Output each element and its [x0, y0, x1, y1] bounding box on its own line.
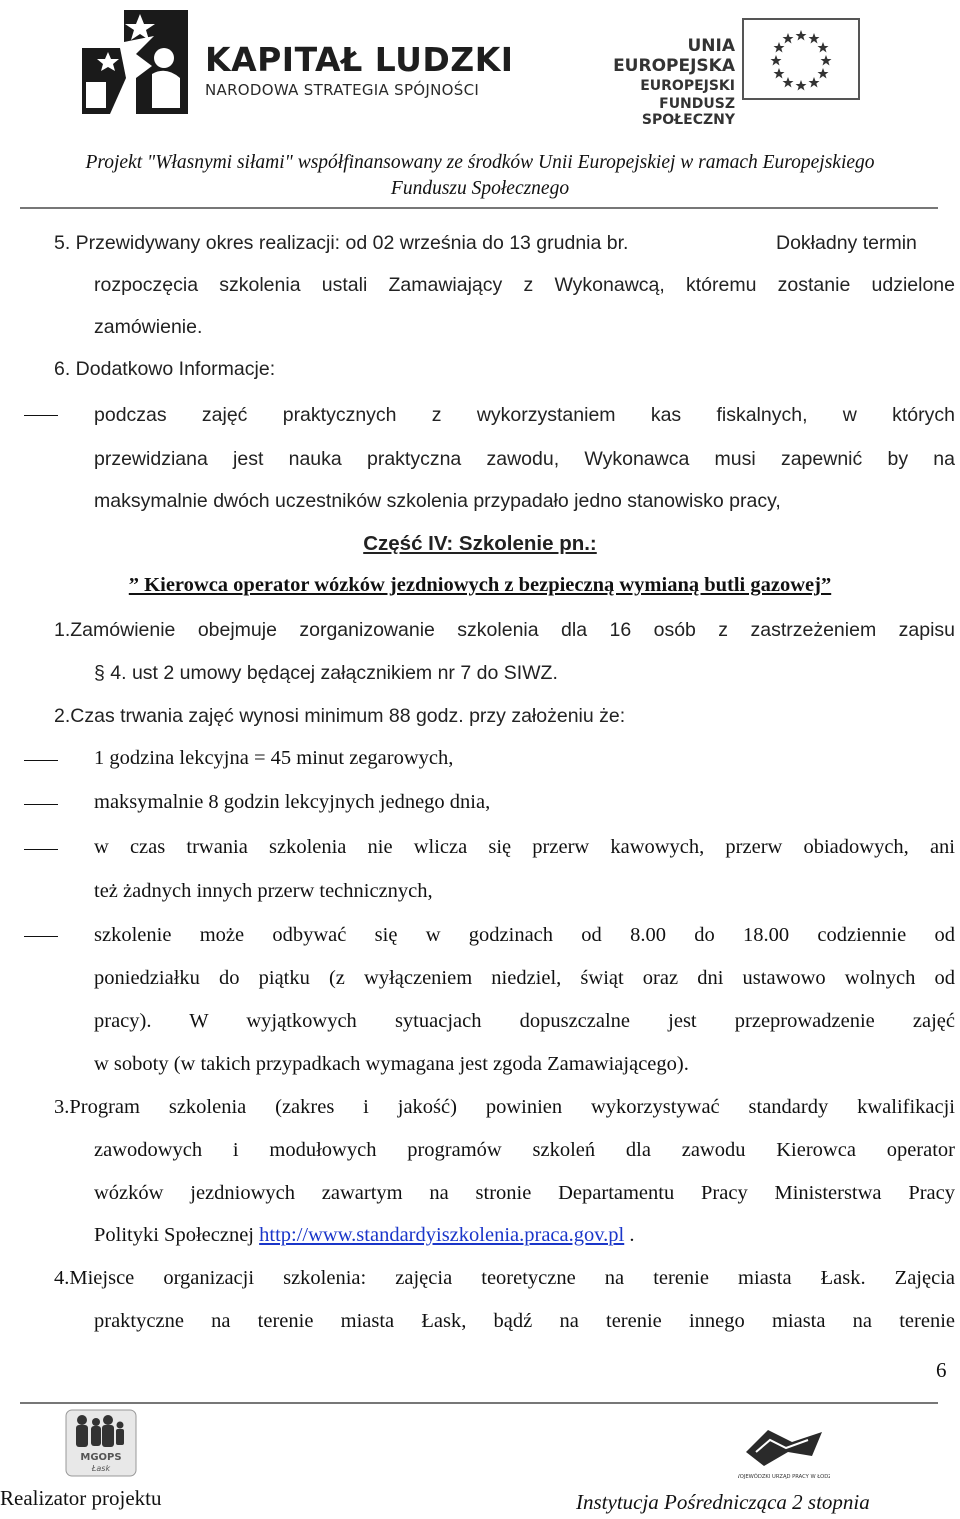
- project-line-1: Projekt "Własnymi siłami" współfinansowany ze środków Unii Europejskiej w ramach Europejskiego: [85, 152, 875, 173]
- mgops-label: MGOPS: [80, 1452, 122, 1463]
- part-heading: Część IV: Szkolenie pn.:: [363, 532, 597, 555]
- bullet-1-line-3: maksymalnie dwóch uczestników szkolenia przypadało jedno stanowisko pracy,: [94, 490, 781, 512]
- kapital-ludzki-wordmark: [205, 40, 514, 99]
- item-3-line-2: zawodowych i modułowych programów szkoleń dla zawodu Kierowca operator: [94, 1139, 955, 1161]
- eu-line-1: UNIA EUROPEJSKA: [613, 36, 735, 76]
- eu-line-3: FUNDUSZ SPOŁECZNY: [641, 96, 735, 128]
- footer-intermediate-institution: Instytucja Pośrednicząca 2 stopnia: [576, 1490, 870, 1514]
- eu-line-2: EUROPEJSKI: [640, 78, 735, 94]
- wup-logo: [738, 1422, 830, 1488]
- bullet-2-1: 1 godzina lekcyjna = 45 minut zegarowych,: [94, 747, 454, 769]
- standards-link[interactable]: http://www.standardyiszkolenia.praca.gov.pl: [259, 1224, 625, 1246]
- bullet-dash: [24, 936, 58, 937]
- kapital-ludzki-logo: [80, 8, 190, 116]
- part-title: ” Kierowca operator wózków jezdniowych z bezpieczną wymianą butli gazowej”: [128, 574, 832, 596]
- bullet-2-3-line-2: też żadnych innych przerw technicznych,: [94, 880, 433, 902]
- item-5-line-3: zamówienie.: [94, 316, 203, 338]
- item-3-line-4: [94, 1222, 634, 1248]
- bullet-2-4-line-3: pracy). W wyjątkowych sytuacjach dopuszczalne jest przeprowadzenie zajęć: [94, 1010, 955, 1032]
- mgops-city: Łask: [91, 1464, 111, 1473]
- bullet-2-4-line-2: poniedziałku do piątku (z wyłączeniem niedziel, świąt oraz dni ustawowo wolnych od: [94, 967, 955, 989]
- project-title: [0, 150, 960, 202]
- footer-divider: [20, 1402, 938, 1404]
- item-6-line-1: 6. Dodatkowo Informacje:: [54, 358, 276, 380]
- eu-wordmark: [565, 36, 735, 128]
- item-5-line-1b: Dokładny termin: [776, 232, 917, 254]
- kapital-ludzki-subtitle: NARODOWA STRATEGIA SPÓJNOŚCI: [205, 81, 480, 99]
- item-3-line-4-end: .: [624, 1224, 635, 1246]
- bullet-dash: [24, 415, 58, 416]
- bullet-dash: [24, 760, 58, 761]
- item-3-line-4-text: Polityki Społecznej: [94, 1224, 260, 1246]
- kapital-ludzki-title: KAPITAŁ LUDZKI: [205, 40, 514, 79]
- item-2-line-1: 2.Czas trwania zajęć wynosi minimum 88 godz. przy założeniu że:: [54, 705, 626, 727]
- item-5-line-1a: 5. Przewidywany okres realizacji: od 02 września do 13 grudnia br.: [54, 232, 629, 254]
- wup-label: WOJEWÓDZKI URZĄD PRACY W ŁODZI: [738, 1474, 830, 1480]
- project-line-2: Funduszu Społecznego: [390, 178, 570, 199]
- header-divider: [20, 207, 938, 209]
- bullet-dash: [24, 804, 58, 805]
- page-header: [0, 0, 960, 205]
- mgops-logo: [62, 1408, 140, 1478]
- item-1-line-2: § 4. ust 2 umowy będącej załącznikiem nr 7 do SIWZ.: [94, 662, 558, 684]
- page-number: 6: [936, 1358, 947, 1382]
- footer-implementer: Realizator projektu: [0, 1486, 162, 1510]
- item-3-line-3: wózków jezdniowych zawartym na stronie Departamentu Pracy Ministerstwa Pracy: [94, 1182, 955, 1204]
- item-4-line-1: 4.Miejsce organizacji szkolenia: zajęcia teoretyczne na terenie miasta Łask. Zajęcia: [54, 1267, 955, 1289]
- bullet-2-4-line-1: szkolenie może odbywać się w godzinach od 8.00 do 18.00 codziennie od: [94, 924, 955, 946]
- bullet-dash: [24, 849, 58, 850]
- item-5-line-2: rozpoczęcia szkolenia ustali Zamawiający z Wykonawcą, któremu zostanie udzielone: [94, 274, 955, 296]
- item-3-line-1: 3.Program szkolenia (zakres i jakość) powinien wykorzystywać standardy kwalifikacji: [54, 1096, 955, 1118]
- item-4-line-2: praktyczne na terenie miasta Łask, bądź na terenie innego miasta na terenie: [94, 1310, 955, 1332]
- eu-flag-icon: [742, 18, 860, 100]
- bullet-1-line-2: przewidziana jest nauka praktyczna zawodu, Wykonawca musi zapewnić by na: [94, 448, 955, 470]
- bullet-2-3-line-1: w czas trwania szkolenia nie wlicza się przerw kawowych, przerw obiadowych, ani: [94, 836, 955, 858]
- item-1-line-1: 1.Zamówienie obejmuje zorganizowanie szkolenia dla 16 osób z zastrzeżeniem zapisu: [54, 619, 955, 641]
- bullet-2-4-line-4: w soboty (w takich przypadkach wymagana jest zgoda Zamawiającego).: [94, 1053, 689, 1075]
- bullet-2-2: maksymalnie 8 godzin lekcyjnych jednego dnia,: [94, 791, 491, 813]
- bullet-1-line-1: podczas zajęć praktycznych z wykorzystaniem kas fiskalnych, w których: [94, 404, 955, 426]
